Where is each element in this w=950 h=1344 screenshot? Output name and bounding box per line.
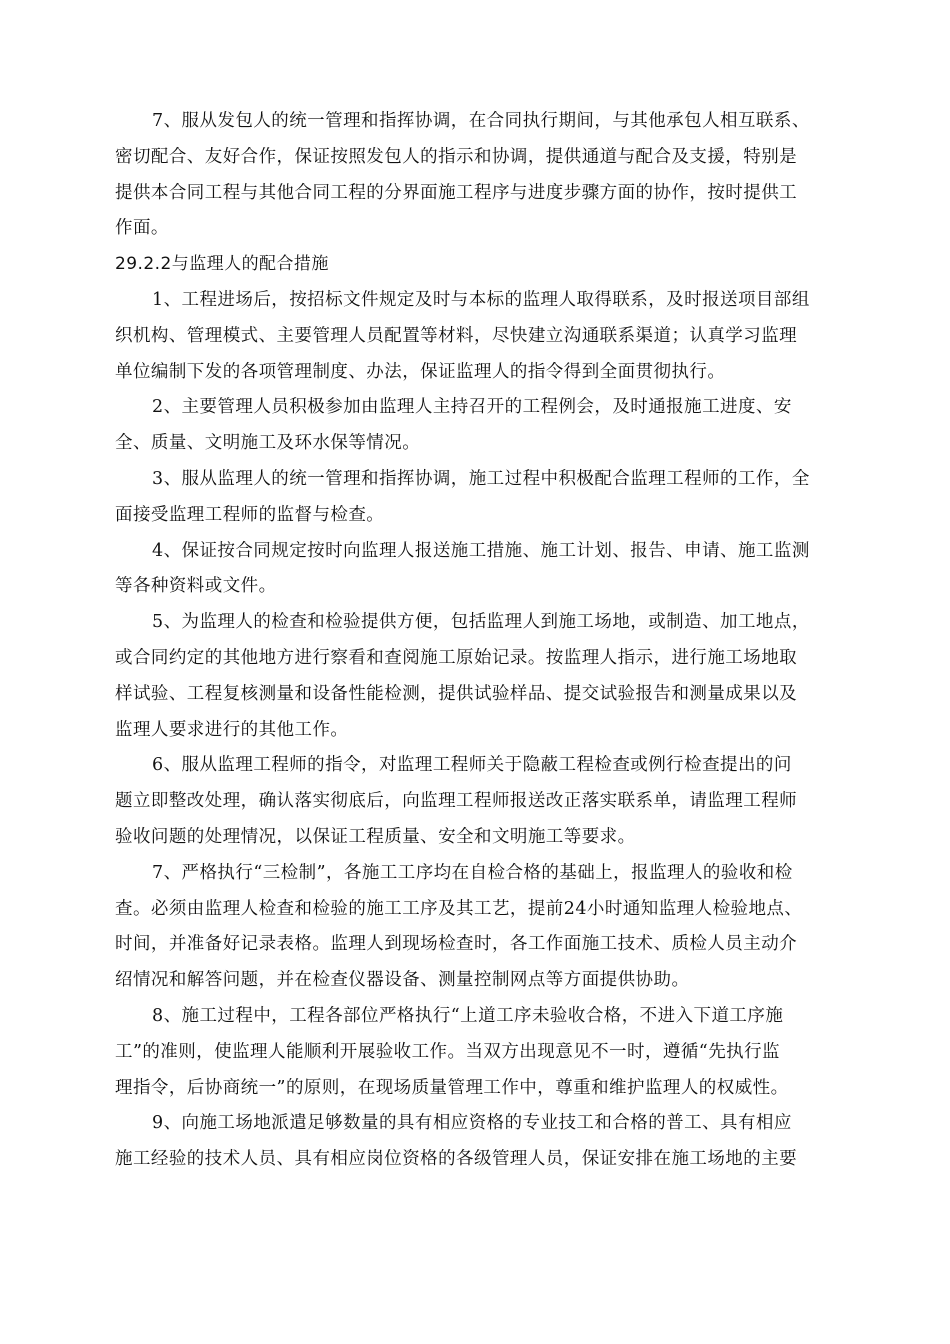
text-line: 8、施工过程中，工程各部位严格执行“上道工序未验收合格，不进入下道工序施 [152, 1005, 784, 1026]
text-line: 2、主要管理人员积极参加由监理人主持召开的工程例会，及时通报施工进度、安 [152, 397, 792, 418]
section-heading: 29.2.2与监理人的配合措施 [115, 254, 329, 275]
text-line: 监理人要求进行的其他工作。 [115, 719, 349, 740]
text-line: 时间，并准备好记录表格。监理人到现场检查时，各工作面施工技术、质检人员主动介 [115, 934, 798, 955]
text-line: 单位编制下发的各项管理制度、办法，保证监理人的指令得到全面贯彻执行。 [115, 361, 726, 382]
item-5 [115, 605, 837, 748]
text-line: 5、为监理人的检查和检验提供方便，包括监理人到施工场地，或制造、加工地点， [152, 612, 810, 633]
text-line: 理指令，后协商统一”的原则，在现场质量管理工作中，尊重和维护监理人的权威性。 [115, 1077, 789, 1098]
text-line: 4、保证按合同规定按时向监理人报送施工措施、施工计划、报告、申请、施工监测 [152, 540, 810, 561]
item-6 [115, 748, 837, 855]
text-line: 验收问题的处理情况，以保证工程质量、安全和文明施工等要求。 [115, 826, 636, 847]
text-line: 9、向施工场地派遣足够数量的具有相应资格的专业技工和合格的普工、具有相应 [152, 1113, 792, 1134]
text-line: 施工经验的技术人员、具有相应岗位资格的各级管理人员，保证安排在施工场地的主要 [115, 1149, 798, 1170]
text-line: 1、工程进场后，按招标文件规定及时与本标的监理人取得联系，及时报送项目部组 [152, 289, 810, 310]
item-2 [115, 390, 837, 462]
item-8 [115, 999, 837, 1106]
text-line: 3、服从监理人的统一管理和指挥协调，施工过程中积极配合监理工程师的工作，全 [152, 468, 810, 489]
text-line: 工”的准则，使监理人能顺利开展验收工作。当双方出现意见不一时，遵循“先执行监 [115, 1041, 780, 1062]
paragraph-7-cooperation [115, 104, 837, 247]
text-line: 7、服从发包人的统一管理和指挥协调，在合同执行期间，与其他承包人相互联系、 [152, 111, 810, 131]
text-line: 6、服从监理工程师的指令，对监理工程师关于隐蔽工程检查或例行检查提出的问 [152, 755, 792, 776]
text-line: 提供本合同工程与其他合同工程的分界面施工程序与进度步骤方面的协作，按时提供工 [115, 182, 798, 203]
text-line: 查。必须由监理人检查和检验的施工工序及其工艺，提前24小时通知监理人检验地点、 [115, 898, 803, 919]
text-line: 7、严格执行“三检制”，各施工工序均在自检合格的基础上，报监理人的验收和检 [152, 862, 793, 883]
item-4 [115, 534, 837, 606]
document-page [115, 104, 837, 1178]
text-line: 全、质量、文明施工及环水保等情况。 [115, 433, 421, 454]
text-line: 等各种资料或文件。 [115, 576, 277, 597]
text-line: 题立即整改处理，确认落实彻底后，向监理工程师报送改正落实联系单，请监理工程师 [115, 791, 798, 812]
item-3 [115, 462, 837, 534]
text-line: 作面。 [115, 218, 169, 239]
item-1 [115, 283, 837, 390]
text-line: 样试验、工程复核测量和设备性能检测，提供试验样品、提交试验报告和测量成果以及 [115, 683, 798, 704]
item-7 [115, 856, 837, 999]
text-line: 绍情况和解答问题，并在检查仪器设备、测量控制网点等方面提供协助。 [115, 970, 690, 991]
item-9 [115, 1106, 837, 1178]
text-line: 或合同约定的其他地方进行察看和查阅施工原始记录。按监理人指示，进行施工场地取 [115, 647, 798, 668]
text-line: 密切配合、友好合作，保证按照发包人的指示和协调，提供通道与配合及支援，特别是 [115, 146, 798, 167]
text-line: 面接受监理工程师的监督与检查。 [115, 504, 385, 525]
text-line: 织机构、管理模式、主要管理人员配置等材料，尽快建立沟通联系渠道；认真学习监理 [115, 325, 798, 346]
